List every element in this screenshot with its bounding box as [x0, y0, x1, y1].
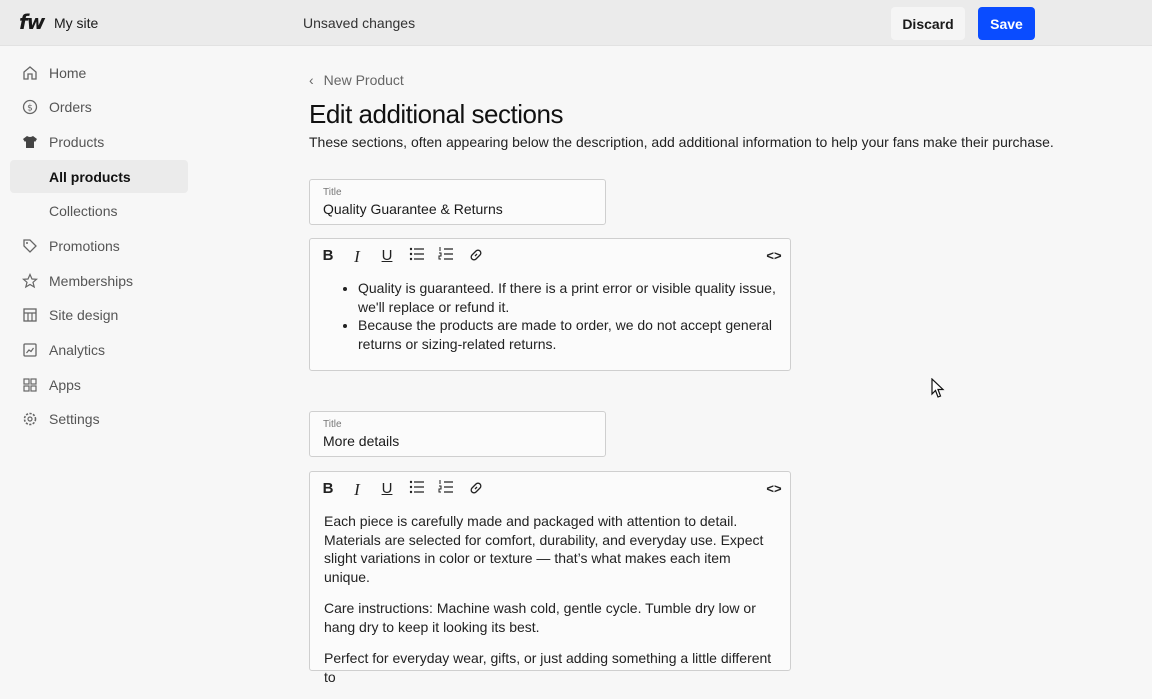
section-1-editor[interactable]: [309, 238, 791, 371]
sidebar-item-products[interactable]: [10, 125, 188, 158]
gear-icon: [22, 411, 38, 427]
layout-icon: [22, 307, 38, 323]
italic-icon: I: [354, 247, 360, 266]
numbered-list-icon: [438, 247, 454, 261]
code-icon: <>: [766, 481, 782, 496]
bold-icon: B: [322, 247, 334, 264]
apps-icon: [22, 377, 38, 393]
sidebar-item-promotions[interactable]: [10, 229, 188, 262]
link-icon: [468, 480, 484, 496]
save-button[interactable]: Save: [978, 7, 1035, 40]
code-view-button[interactable]: [764, 247, 784, 265]
tshirt-icon: [22, 134, 38, 150]
home-icon: [22, 65, 38, 81]
bullet-list-button[interactable]: [407, 247, 427, 265]
sidebar-item-apps[interactable]: [10, 368, 188, 401]
sidebar-item-home[interactable]: [10, 56, 188, 89]
title-value[interactable]: More details: [323, 433, 400, 449]
top-bar: [0, 0, 1152, 46]
section-2-editor[interactable]: [309, 471, 791, 685]
paragraph: Perfect for everyday wear, gifts, or just adding something a little different to: [324, 650, 772, 685]
back-label: New Product: [323, 72, 404, 88]
page-description: These sections, often appearing below the description, add additional information to help your fans make their purchase.: [309, 134, 1054, 150]
sidebar-item-memberships[interactable]: [10, 264, 188, 297]
sidebar-item-label: Settings: [49, 410, 100, 427]
link-icon: [468, 247, 484, 263]
bullet-list-icon: [409, 480, 425, 494]
sidebar-item-label: Apps: [49, 376, 81, 393]
tag-icon: [22, 238, 38, 254]
underline-button[interactable]: [377, 480, 397, 498]
sidebar-item-label: Products: [49, 133, 105, 150]
title-value[interactable]: Quality Guarantee & Returns: [323, 201, 503, 217]
editor-content[interactable]: [324, 279, 776, 353]
chevron-left-icon: ‹: [309, 72, 314, 88]
star-icon: [22, 273, 38, 289]
italic-icon: I: [354, 480, 360, 499]
bullet-item: • Quality is guaranteed. If there is a print error or visible quality issue, we'll replace or refund it.: [358, 279, 776, 316]
sidebar-item-label: Analytics: [49, 341, 106, 358]
section-1-title-field[interactable]: [309, 179, 606, 225]
bullet-item: • Because the products are made to order, we do not accept general returns or sizing-related returns.: [358, 316, 776, 353]
dollar-circle-icon: [22, 99, 38, 115]
title-label: Title: [323, 419, 342, 430]
page-title: Edit additional sections: [309, 99, 563, 129]
italic-button[interactable]: [347, 247, 367, 265]
sidebar-item-settings[interactable]: [10, 402, 188, 435]
sidebar-item-label: Site design: [49, 306, 119, 323]
bullet-list-icon: [409, 247, 425, 261]
unsaved-status: Unsaved changes: [303, 15, 416, 31]
sidebar-item-all-products[interactable]: [10, 160, 188, 193]
svg-text:$: $: [27, 103, 33, 113]
underline-icon: U: [381, 480, 393, 497]
editor-content[interactable]: [324, 512, 776, 699]
numbered-list-button[interactable]: [436, 480, 456, 498]
chart-icon: [22, 342, 38, 358]
sidebar-item-label: Collections: [49, 202, 118, 219]
discard-button[interactable]: Discard: [891, 7, 965, 40]
code-view-button[interactable]: [764, 480, 784, 498]
logo[interactable]: fw: [19, 10, 45, 34]
bold-icon: B: [322, 480, 334, 497]
sidebar-item-analytics[interactable]: [10, 333, 188, 366]
underline-icon: U: [381, 247, 393, 264]
sidebar-item-collections[interactable]: [10, 194, 188, 227]
bold-button[interactable]: [318, 247, 338, 265]
title-label: Title: [323, 187, 342, 198]
underline-button[interactable]: [377, 247, 397, 265]
bold-button[interactable]: [318, 480, 338, 498]
link-button[interactable]: [466, 247, 486, 265]
paragraph: Care instructions: Machine wash cold, gentle cycle. Tumble dry low or hang dry to keep it looking its best.: [324, 600, 756, 635]
sidebar-item-site-design[interactable]: [10, 298, 188, 331]
italic-button[interactable]: [347, 480, 367, 498]
link-button[interactable]: [466, 480, 486, 498]
sidebar-item-label: Promotions: [49, 237, 120, 254]
numbered-list-icon: [438, 480, 454, 494]
bullet-list-button[interactable]: [407, 480, 427, 498]
sidebar-item-orders[interactable]: [10, 90, 188, 123]
sidebar-item-label: Home: [49, 64, 87, 81]
back-link[interactable]: [309, 72, 404, 88]
sidebar-item-label: Orders: [49, 98, 92, 115]
paragraph: Each piece is carefully made and packaged with attention to detail. Materials are selected for comfort, durability, and everyday use. Expect slight variations in color or texture — that’s what makes each item unique.: [324, 513, 764, 585]
mouse-cursor-icon: [931, 378, 945, 399]
numbered-list-button[interactable]: [436, 247, 456, 265]
code-icon: <>: [766, 248, 782, 263]
site-name[interactable]: My site: [54, 15, 99, 31]
sidebar-item-label: Memberships: [49, 272, 134, 289]
sidebar-item-label: All products: [49, 168, 131, 185]
section-2-title-field[interactable]: [309, 411, 606, 457]
